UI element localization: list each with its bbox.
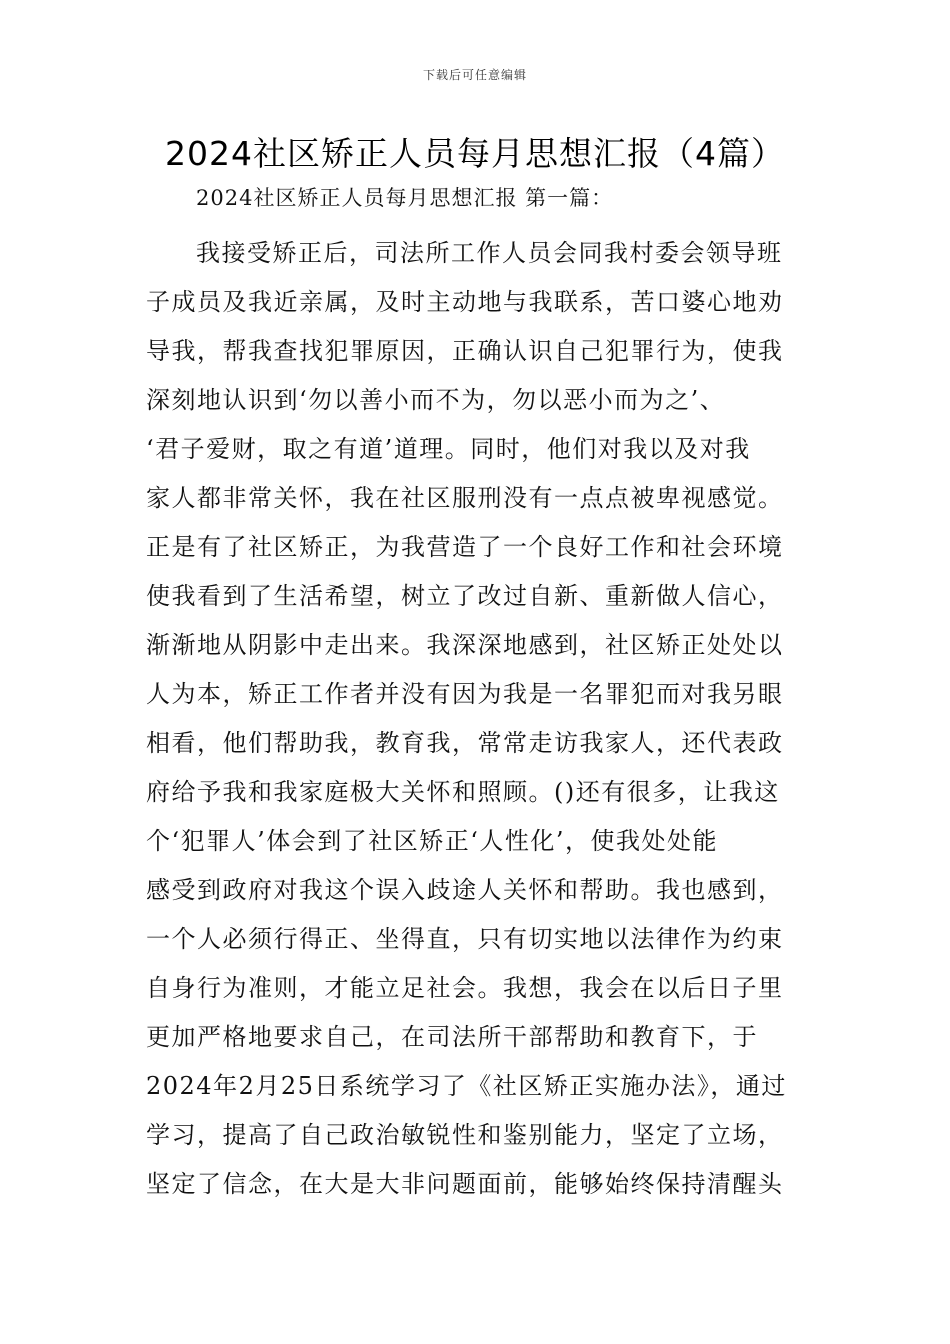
body-line: 正是有了社区矫正，为我营造了一个良好工作和社会环境 xyxy=(146,533,784,561)
body-line: 家人都非常关怀，我在社区服刑没有一点点被卑视感觉。 xyxy=(146,484,784,512)
body-line: 一个人必须行得正、坐得直，只有切实地以法律作为约束 xyxy=(146,925,784,953)
body-line: 子成员及我近亲属，及时主动地与我联系，苦口婆心地劝 xyxy=(146,288,784,316)
body-line: 2024年2月25日系统学习了《社区矫正实施办法》，通过 xyxy=(146,1072,787,1100)
section-heading: 2024社区矫正人员每月思想汇报 第一篇： xyxy=(196,186,614,210)
body-line: 更加严格地要求自己，在司法所干部帮助和教育下，于 xyxy=(146,1023,758,1051)
body-line: ‘君子爱财，取之有道’道理。同时，他们对我以及对我 xyxy=(146,435,751,463)
body-line: 坚定了信念，在大是大非问题面前，能够始终保持清醒头 xyxy=(146,1170,784,1198)
body-line: 府给予我和我家庭极大关怀和照顾。()还有很多，让我这 xyxy=(146,778,780,806)
body-line: 自身行为准则，才能立足社会。我想，我会在以后日子里 xyxy=(146,974,784,1002)
body-line: 学习，提高了自己政治敏锐性和鉴别能力，坚定了立场， xyxy=(146,1121,784,1149)
body-line: 人为本，矫正工作者并没有因为我是一名罪犯而对我另眼 xyxy=(146,680,784,708)
body-line: 我接受矫正后，司法所工作人员会同我村委会领导班 xyxy=(196,239,783,267)
body-line: 感受到政府对我这个误入歧途人关怀和帮助。我也感到， xyxy=(146,876,784,904)
body-line: 导我，帮我查找犯罪原因，正确认识自己犯罪行为，使我 xyxy=(146,337,784,365)
body-line: 渐渐地从阴影中走出来。我深深地感到，社区矫正处处以 xyxy=(146,631,784,659)
body-line: 深刻地认识到‘勿以善小而不为，勿以恶小而为之’、 xyxy=(146,386,726,414)
body-line: 个‘犯罪人’体会到了社区矫正‘人性化’，使我处处能 xyxy=(146,827,719,855)
document-title: 2024社区矫正人员每月思想汇报（4篇） xyxy=(165,134,785,173)
body-line: 使我看到了生活希望，树立了改过自新、重新做人信心， xyxy=(146,582,784,610)
body-line: 相看，他们帮助我，教育我，常常走访我家人，还代表政 xyxy=(146,729,784,757)
page-header-note: 下载后可任意编辑 xyxy=(422,68,527,82)
